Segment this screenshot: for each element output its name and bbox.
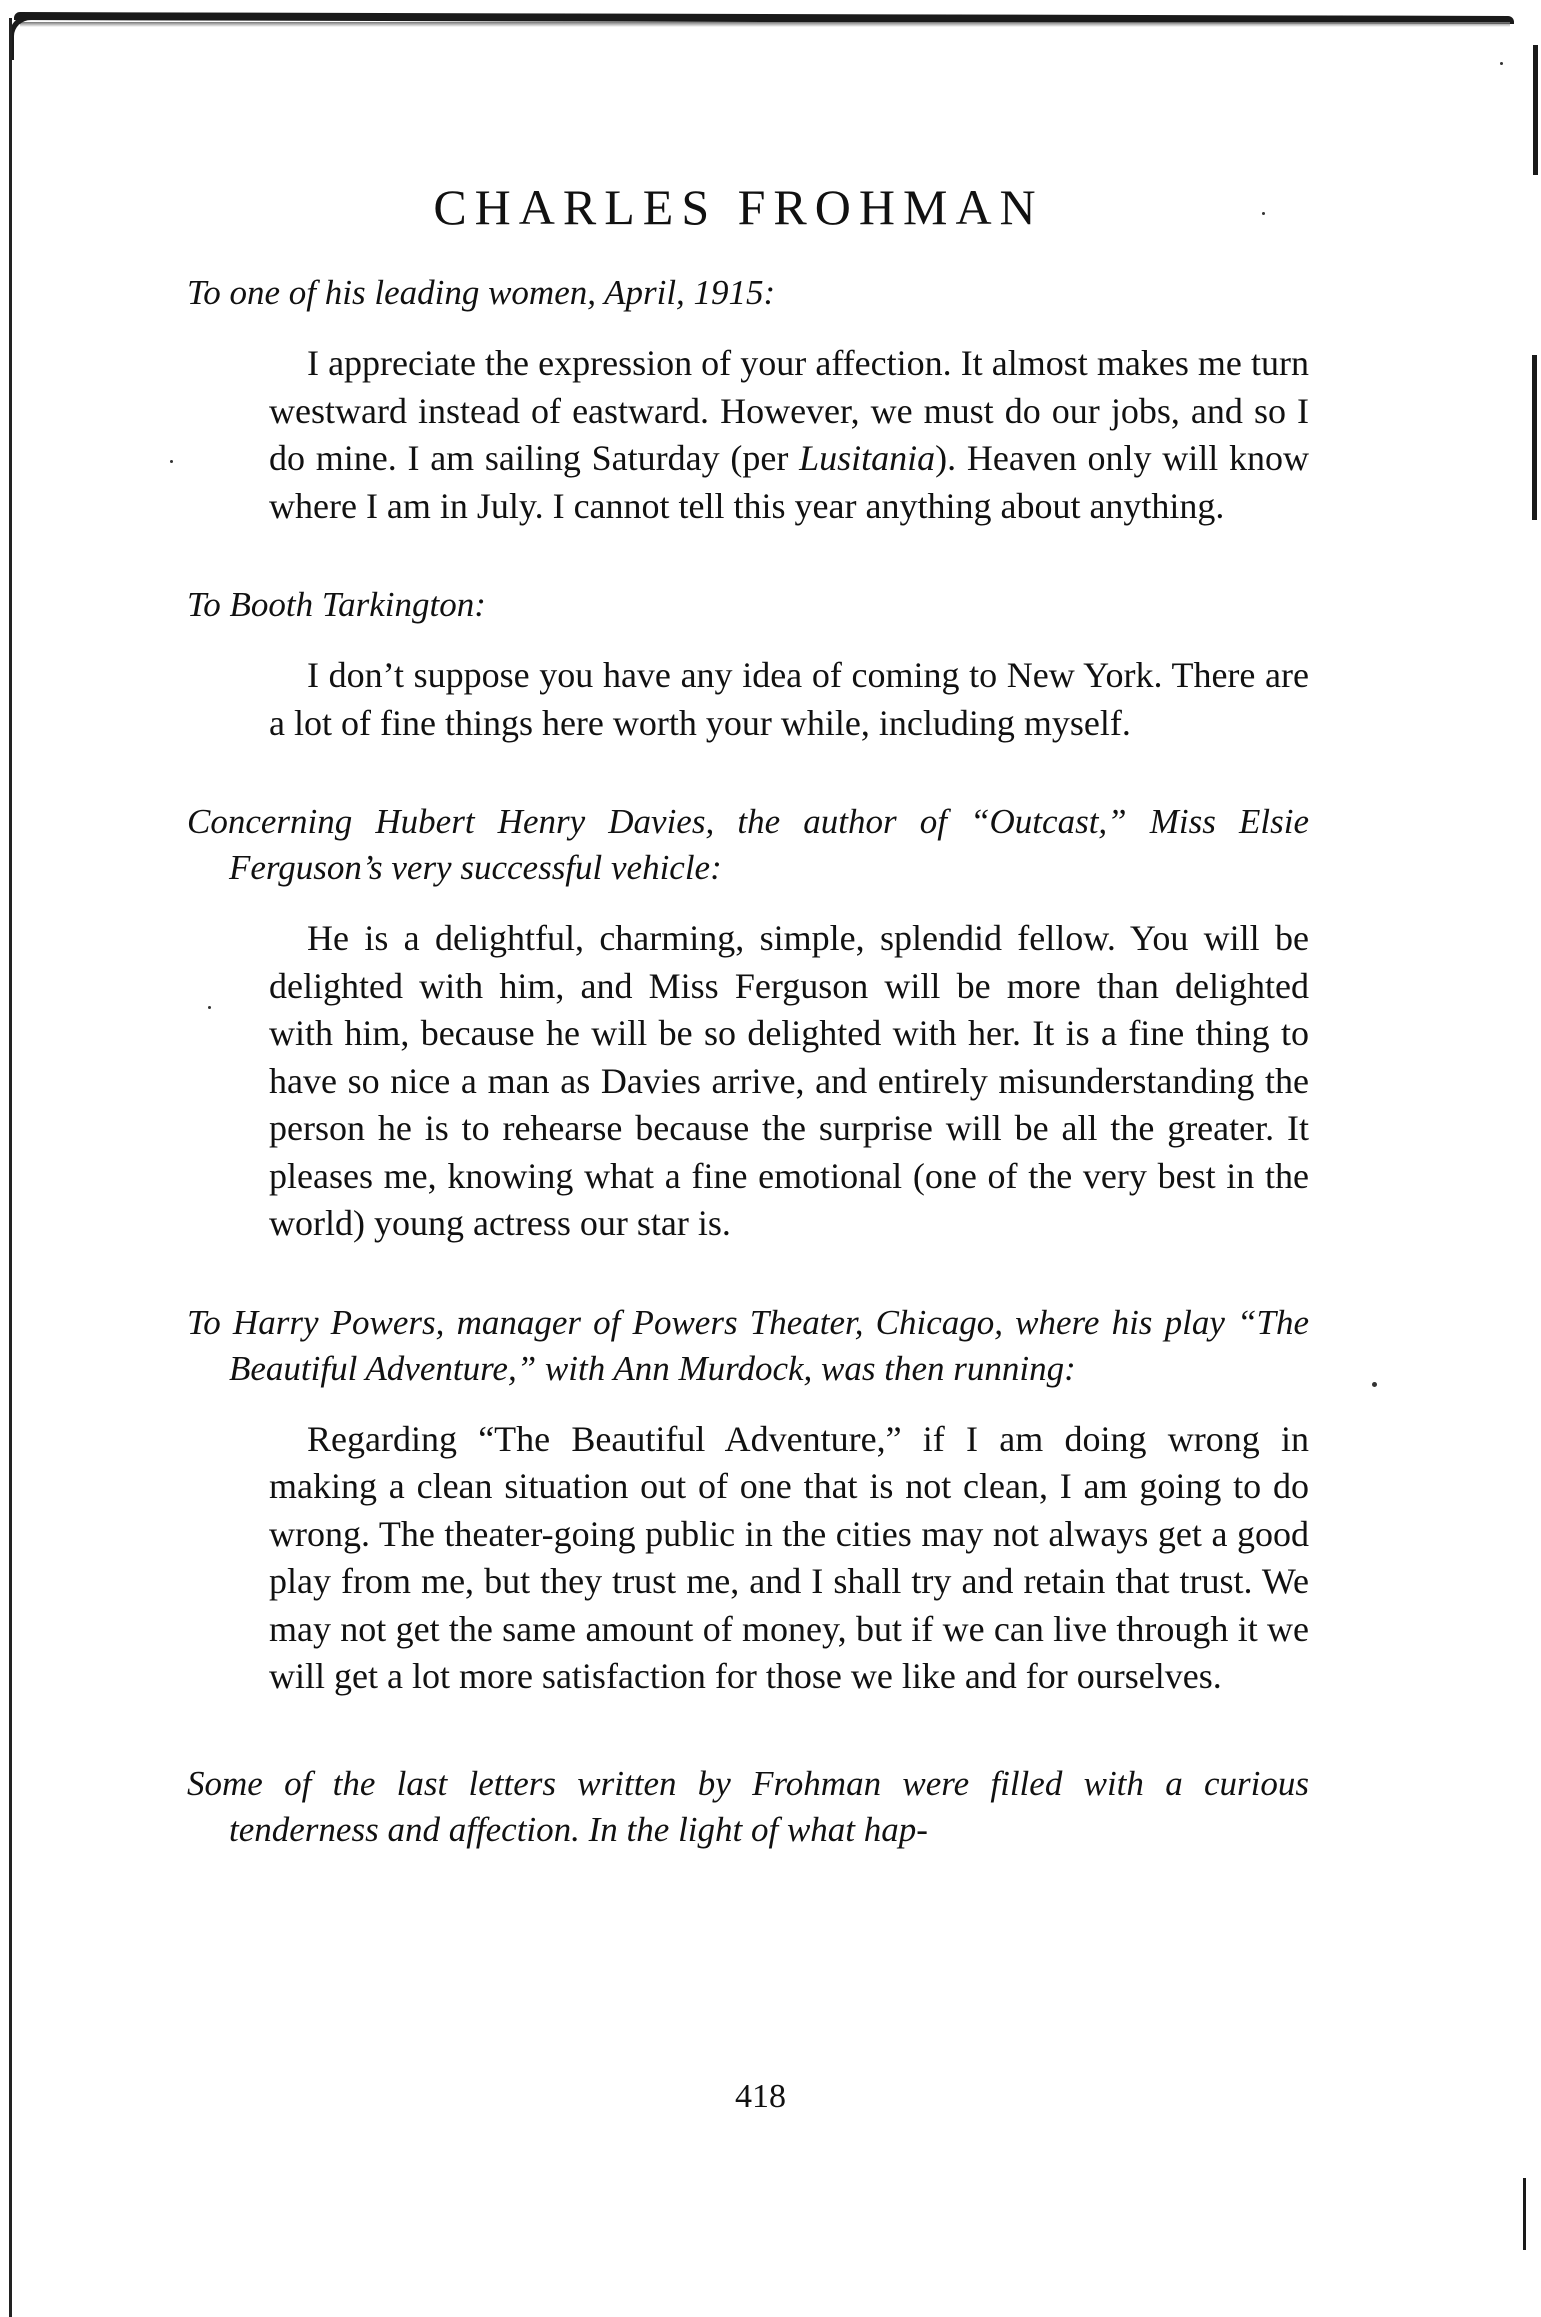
ship-name: Lusitania <box>799 438 936 478</box>
narrative-section <box>187 1761 1309 1853</box>
scan-speck <box>1500 62 1503 65</box>
page-edge-right-mark <box>1532 355 1537 520</box>
letter-section <box>187 1300 1309 1701</box>
section-caption: To one of his leading women, April, 1915: <box>187 273 776 312</box>
page-edge-top-shadow <box>20 22 1510 27</box>
section-caption: To Booth Tarkington: <box>187 585 486 624</box>
page-body <box>187 270 1309 1853</box>
letter-section <box>187 270 1309 530</box>
section-caption: To Harry Powers, manager of Powers Theater, Chicago, where his play “The Beautiful Adventure,” with Ann Murdock, was then running: <box>187 1302 1309 1388</box>
letter-text-part: ). Heaven only will know where I am in July. I cannot tell this year anything about anything. <box>269 438 1309 526</box>
page-edge-right-mark <box>1533 45 1538 175</box>
letter-section <box>187 582 1309 747</box>
narrative-text: Some of the last letters written by Frohman were filled with a curious tenderness and affection. In the light of what hap- <box>187 1763 1309 1849</box>
letter-section <box>187 799 1309 1248</box>
letter-text: He is a delightful, charming, simple, splendid fellow. You will be delighted with him, and Miss Ferguson will be more than delighted with him, because he will be so delighted with her. It is a fine thing to have so nice a man as Davies arrive, and entirely misunderstanding the person he is to rehearse because the surprise will be all the greater. It pleases me, knowing what a fine emotional (one of the very best in the world) young actress our star is. <box>269 918 1309 1243</box>
page-edge-left <box>9 18 12 2317</box>
letter-text-part: I appreciate the expression of your affection. It almost makes me turn westward instead of eastward. However, we must do our jobs, and so I do mine. I am sailing Saturday (per <box>269 343 1309 478</box>
letter-text: Regarding “The Beautiful Adventure,” if I am doing wrong in making a clean situation out of one that is not clean, I am going to do wrong. The theater-going public in the cities may not always get a good play from me, but they trust me, and I shall try and retain that trust. We may not get the same amount of money, but if we can live through it we will get a lot more satisfaction for those we like and for ourselves. <box>269 1418 1309 1696</box>
scan-speck <box>170 460 173 463</box>
running-head: CHARLES FROHMAN <box>433 179 1044 235</box>
letter-text: I don’t suppose you have any idea of coming to New York. There are a lot of fine things here worth your while, including myself. <box>269 655 1309 743</box>
section-caption: Concerning Hubert Henry Davies, the author of “Outcast,” Miss Elsie Ferguson’s very successful vehicle: <box>187 802 1309 887</box>
letter-text <box>269 340 1309 530</box>
page-number: 418 <box>735 2078 786 2115</box>
page-edge-right-mark <box>1523 2178 1526 2250</box>
page-edge-corner <box>9 14 40 60</box>
scan-speck <box>1372 1382 1377 1387</box>
